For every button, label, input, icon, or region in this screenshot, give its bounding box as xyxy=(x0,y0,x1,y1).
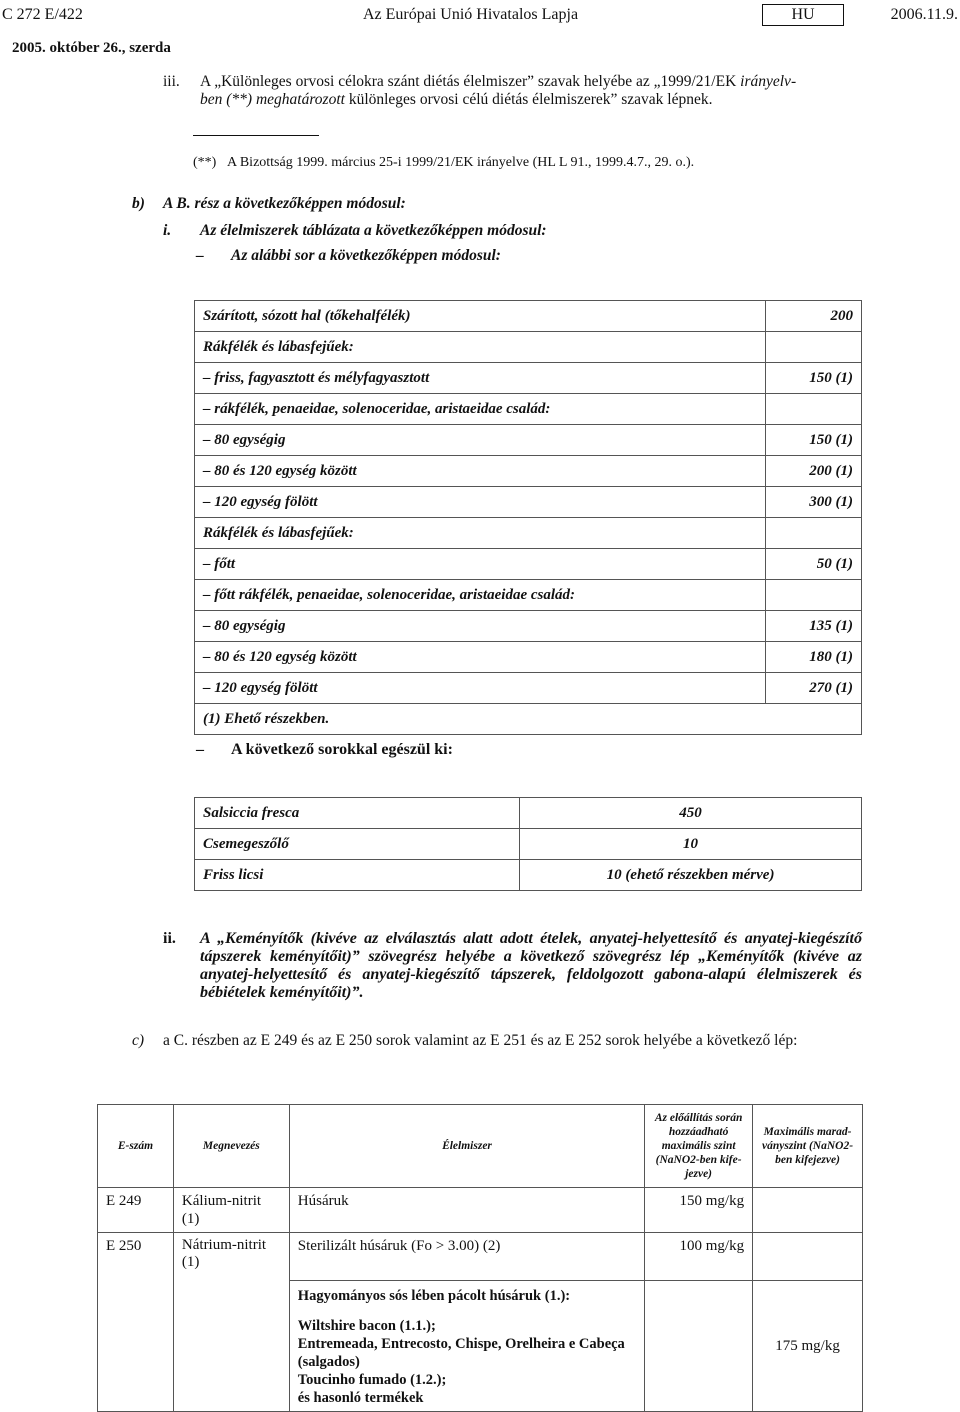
table-row xyxy=(98,1233,863,1281)
table-row xyxy=(195,456,862,487)
item-i-number: i. xyxy=(163,222,172,239)
cell-added xyxy=(645,1281,753,1412)
dash-marker: – xyxy=(196,741,204,758)
table-row xyxy=(195,363,862,394)
table-row xyxy=(195,798,862,829)
food-table-added xyxy=(194,797,862,891)
header-enumber: E-szám xyxy=(98,1105,174,1188)
table-row xyxy=(195,829,862,860)
table-row xyxy=(195,301,862,332)
row-label: Salsiccia fresca xyxy=(195,798,520,829)
row-label: Szárított, sózott hal (tőkehalfélék) xyxy=(195,301,766,332)
row-value: 450 xyxy=(520,798,862,829)
footnote-mark: (**) xyxy=(193,155,217,170)
item-ii-number: ii. xyxy=(163,930,176,947)
cured-title: Hagyományos sós lében pácolt húsáruk (1.): xyxy=(297,1288,571,1304)
item-iii-text-a: A „Különleges orvosi célokra szánt diétás élelmiszer” szavak helyébe az „1999/21/EK xyxy=(200,73,741,90)
table-row xyxy=(195,518,862,549)
header-added-max: Az előállítás során hozzáadható maximális szint (NaNO2-ben kifejezve) xyxy=(645,1105,753,1188)
row-label: Rákfélék és lábasfejűek: xyxy=(195,332,766,363)
item-iii-text-d: különleges orvosi célú diétás élelmiszerek” szavak lépnek. xyxy=(344,91,713,108)
table-row xyxy=(195,860,862,891)
row-value: 135 (1) xyxy=(766,611,862,642)
row-label: – 120 egység fölött xyxy=(195,673,766,704)
table-row xyxy=(195,611,862,642)
row-value: 200 (1) xyxy=(766,456,862,487)
journal-title: Az Európai Unió Hivatalos Lapja xyxy=(363,6,579,23)
item-i-text: Az élelmiszerek táblázata a következőképpen módosul: xyxy=(200,222,547,239)
cell-enumber: E 249 xyxy=(98,1188,174,1233)
dash-marker: – xyxy=(196,247,204,264)
cured-line-1: Wiltshire bacon (1.1.); xyxy=(297,1318,436,1334)
row-label: – 120 egység fölött xyxy=(195,487,766,518)
row-value: 50 (1) xyxy=(766,549,862,580)
row-label: – 80 egységig xyxy=(195,425,766,456)
cell-added: 100 mg/kg xyxy=(645,1233,753,1281)
cell-name: Kálium-nitrit (1) xyxy=(173,1188,289,1233)
row-label: Friss licsi xyxy=(195,860,520,891)
row-value: 200 xyxy=(766,301,862,332)
footnote-rule xyxy=(193,135,319,136)
table1-footnote xyxy=(195,704,862,735)
table-row xyxy=(195,642,862,673)
row-label: – friss, fagyasztott és mélyfagyasztott xyxy=(195,363,766,394)
table-row xyxy=(195,549,862,580)
row-value xyxy=(766,580,862,611)
row-value xyxy=(766,332,862,363)
section-c-label: c) xyxy=(132,1032,145,1049)
item-ii-text: A „Keményítők (kivéve az elválasztás alatt adott ételek, anyatej-helyettesítő és anyatej-kiegészítő tápszerek keményítőit)” szövegrész helyébe a következő szövegrész lép „Keményítők (kivéve az anyatej-helyettesítő és anyatej-kiegészítő tápszerek, feldolgozott gabona-alapú élelmiszerek és bébiételek keményítőit)”. xyxy=(200,930,862,1001)
publication-date: 2006.11.9. xyxy=(890,6,958,23)
cell-food-cured xyxy=(289,1281,644,1412)
additive-table xyxy=(97,1104,863,1412)
row-label: – 80 egységig xyxy=(195,611,766,642)
cell-enumber: E 250 xyxy=(98,1233,174,1412)
row-label: – főtt xyxy=(195,549,766,580)
header-food: Élelmiszer xyxy=(289,1105,644,1188)
page-header xyxy=(0,4,960,26)
cell-residual xyxy=(753,1233,863,1281)
cured-line-2: Entremeada, Entrecosto, Chispe, Orelheira e Cabeça (salgados) xyxy=(297,1336,625,1370)
row-label: – rákfélék, penaeidae, solenoceridae, aristaeidae család: xyxy=(195,394,766,425)
table-row xyxy=(98,1188,863,1233)
section-b-label: b) xyxy=(132,195,145,212)
item-iii-number: iii. xyxy=(163,73,180,90)
row-value: 150 (1) xyxy=(766,363,862,394)
cell-residual-cured: 175 mg/kg xyxy=(753,1281,863,1412)
table-row xyxy=(195,394,862,425)
footnote-text: A Bizottság 1999. március 25-i 1999/21/EK irányelve (HL L 91., 1999.4.7., 29. o.). xyxy=(227,155,695,170)
cell-residual xyxy=(753,1188,863,1233)
table1-footnote-text: (1) Ehető részekben. xyxy=(203,711,330,727)
row-value xyxy=(766,394,862,425)
language-badge: HU xyxy=(762,4,844,26)
row-label: – 80 és 120 egység között xyxy=(195,642,766,673)
row-value: 270 (1) xyxy=(766,673,862,704)
cured-line-4: és hasonló termékek xyxy=(297,1390,424,1406)
row-label: Csemegeszőlő xyxy=(195,829,520,860)
item-iii-text-b: irányelv- xyxy=(740,73,797,90)
table-row xyxy=(195,425,862,456)
page-reference: C 272 E/422 xyxy=(2,6,83,23)
row-value: 300 (1) xyxy=(766,487,862,518)
dash2-text: A következő sorokkal egészül ki: xyxy=(231,741,453,758)
row-label: Rákfélék és lábasfejűek: xyxy=(195,518,766,549)
section-b-text: A B. rész a következőképpen módosul: xyxy=(163,195,406,212)
cell-food: Húsáruk xyxy=(289,1188,644,1233)
row-value: 150 (1) xyxy=(766,425,862,456)
session-date: 2005. október 26., szerda xyxy=(12,40,171,56)
table-row xyxy=(195,487,862,518)
table-row xyxy=(195,673,862,704)
item-iii-text xyxy=(200,73,862,109)
row-value: 180 (1) xyxy=(766,642,862,673)
dash1-text: Az alábbi sor a következőképpen módosul: xyxy=(231,247,501,264)
header-name: Megnevezés xyxy=(173,1105,289,1188)
row-value xyxy=(766,518,862,549)
row-value: 10 (ehető részekben mérve) xyxy=(520,860,862,891)
cured-line-3: Toucinho fumado (1.2.); xyxy=(297,1372,447,1388)
item-iii-text-c: ben (**) meghatározott xyxy=(200,91,345,108)
section-c-text: a C. részben az E 249 és az E 250 sorok valamint az E 251 és az E 252 sorok helyébe a következő lép: xyxy=(163,1032,798,1049)
cell-name: Nátrium-nitrit (1) xyxy=(173,1233,289,1412)
table-row xyxy=(195,332,862,363)
header-residual-max: Maximális maradványszint (NaNO2-ben kifejezve) xyxy=(753,1105,863,1188)
cell-food: Sterilizált húsáruk (Fo > 3.00) (2) xyxy=(289,1233,644,1281)
cell-added: 150 mg/kg xyxy=(645,1188,753,1233)
row-label: – főtt rákfélék, penaeidae, solenoceridae, aristaeidae család: xyxy=(195,580,766,611)
table-row xyxy=(195,580,862,611)
food-table-modified xyxy=(194,300,862,735)
row-label: – 80 és 120 egység között xyxy=(195,456,766,487)
row-value: 10 xyxy=(520,829,862,860)
